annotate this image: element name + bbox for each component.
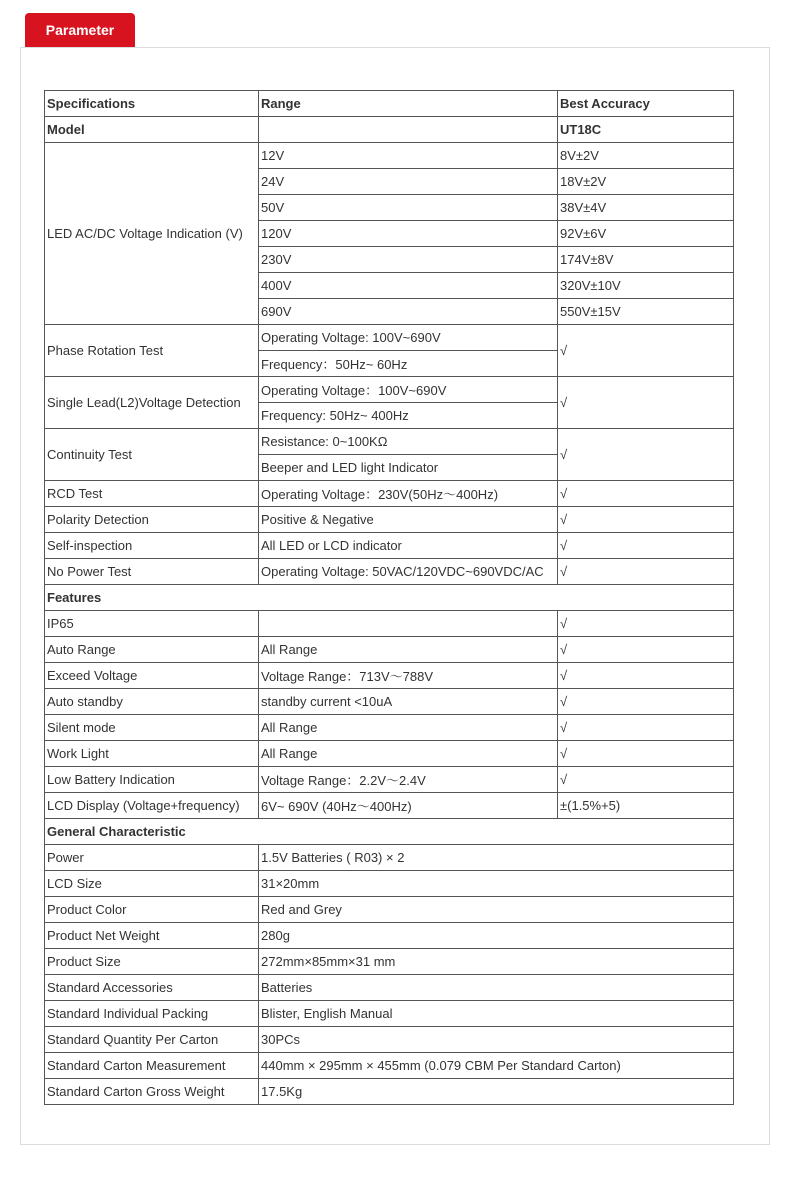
voltage-range: 690V [259, 299, 558, 325]
table-row [45, 507, 734, 533]
accuracy-cell: √ [558, 559, 734, 585]
table-row [45, 559, 734, 585]
value-cell: Red and Grey [259, 897, 734, 923]
spec-cell: No Power Test [45, 559, 259, 585]
model-value: UT18C [558, 117, 734, 143]
range-cell: Operating Voltage：230V(50Hz～400Hz) [259, 481, 558, 507]
specifications-table [44, 90, 734, 1105]
spec-cell: Auto Range [45, 637, 259, 663]
voltage-indication-label: LED AC/DC Voltage Indication (V) [45, 143, 259, 325]
table-row [45, 845, 734, 871]
value-cell: 1.5V Batteries ( R03) × 2 [259, 845, 734, 871]
spec-cell: LCD Size [45, 871, 259, 897]
value-cell: 30PCs [259, 1027, 734, 1053]
spec-cell: Standard Quantity Per Carton [45, 1027, 259, 1053]
spec-cell: Standard Carton Gross Weight [45, 1079, 259, 1105]
voltage-accuracy: 92V±6V [558, 221, 734, 247]
voltage-range: 230V [259, 247, 558, 273]
spec-cell: Work Light [45, 741, 259, 767]
accuracy-cell: √ [558, 481, 734, 507]
spec-cell: Low Battery Indication [45, 767, 259, 793]
table-row [45, 1001, 734, 1027]
table-row [45, 923, 734, 949]
model-row [45, 117, 734, 143]
voltage-accuracy: 550V±15V [558, 299, 734, 325]
voltage-accuracy: 174V±8V [558, 247, 734, 273]
voltage-accuracy: 320V±10V [558, 273, 734, 299]
table-row [45, 793, 734, 819]
continuity-check: √ [558, 429, 734, 481]
range-cell: 6V~ 690V (40Hz～400Hz) [259, 793, 558, 819]
table-row [45, 533, 734, 559]
value-cell: 280g [259, 923, 734, 949]
table-row [45, 377, 734, 403]
general-characteristic-heading: General Characteristic [45, 819, 734, 845]
range-cell: Positive & Negative [259, 507, 558, 533]
spec-cell: Exceed Voltage [45, 663, 259, 689]
voltage-range: 24V [259, 169, 558, 195]
accuracy-cell: √ [558, 689, 734, 715]
table-row [45, 663, 734, 689]
header-specifications: Specifications [45, 91, 259, 117]
tab-parameter[interactable]: Parameter [25, 13, 135, 47]
single-lead-range-1: Operating Voltage：100V~690V [259, 377, 558, 403]
features-section-row [45, 585, 734, 611]
range-cell: All Range [259, 715, 558, 741]
header-row [45, 91, 734, 117]
single-lead-check: √ [558, 377, 734, 429]
table-row [45, 741, 734, 767]
voltage-accuracy: 18V±2V [558, 169, 734, 195]
spec-cell: Self-inspection [45, 533, 259, 559]
table-row [45, 481, 734, 507]
value-cell: 31×20mm [259, 871, 734, 897]
single-lead-label: Single Lead(L2)Voltage Detection [45, 377, 259, 429]
spec-cell: Power [45, 845, 259, 871]
spec-cell: LCD Display (Voltage+frequency) [45, 793, 259, 819]
table-row [45, 715, 734, 741]
table-row [45, 689, 734, 715]
model-range-empty [259, 117, 558, 143]
accuracy-cell: ±(1.5%+5) [558, 793, 734, 819]
value-cell: 272mm×85mm×31 mm [259, 949, 734, 975]
spec-cell: Standard Carton Measurement [45, 1053, 259, 1079]
table-row [45, 975, 734, 1001]
range-cell: All Range [259, 637, 558, 663]
phase-rotation-range-1: Operating Voltage: 100V~690V [259, 325, 558, 351]
table-row [45, 871, 734, 897]
features-heading: Features [45, 585, 734, 611]
accuracy-cell: √ [558, 637, 734, 663]
voltage-range: 120V [259, 221, 558, 247]
range-cell: All Range [259, 741, 558, 767]
spec-cell: IP65 [45, 611, 259, 637]
range-cell: Voltage Range：713V～788V [259, 663, 558, 689]
phase-rotation-label: Phase Rotation Test [45, 325, 259, 377]
voltage-accuracy: 8V±2V [558, 143, 734, 169]
table-row [45, 1079, 734, 1105]
phase-rotation-range-2: Frequency：50Hz~ 60Hz [259, 351, 558, 377]
range-cell: All LED or LCD indicator [259, 533, 558, 559]
model-label: Model [45, 117, 259, 143]
voltage-accuracy: 38V±4V [558, 195, 734, 221]
spec-cell: Standard Individual Packing [45, 1001, 259, 1027]
table-row [45, 325, 734, 351]
accuracy-cell: √ [558, 611, 734, 637]
value-cell: Blister, English Manual [259, 1001, 734, 1027]
table-row [45, 1053, 734, 1079]
voltage-range: 12V [259, 143, 558, 169]
accuracy-cell: √ [558, 533, 734, 559]
range-cell: Voltage Range：2.2V～2.4V [259, 767, 558, 793]
voltage-range: 50V [259, 195, 558, 221]
value-cell: 17.5Kg [259, 1079, 734, 1105]
table-row [45, 897, 734, 923]
value-cell: 440mm × 295mm × 455mm (0.079 CBM Per Standard Carton) [259, 1053, 734, 1079]
table-row [45, 429, 734, 455]
spec-cell: Silent mode [45, 715, 259, 741]
single-lead-range-2: Frequency: 50Hz~ 400Hz [259, 403, 558, 429]
header-best-accuracy: Best Accuracy [558, 91, 734, 117]
accuracy-cell: √ [558, 767, 734, 793]
accuracy-cell: √ [558, 663, 734, 689]
continuity-range-1: Resistance: 0~100KΩ [259, 429, 558, 455]
accuracy-cell: √ [558, 741, 734, 767]
spec-cell: Product Size [45, 949, 259, 975]
spec-cell: Auto standby [45, 689, 259, 715]
range-cell: Operating Voltage: 50VAC/120VDC~690VDC/AC [259, 559, 558, 585]
table-row [45, 143, 734, 169]
voltage-range: 400V [259, 273, 558, 299]
table-row [45, 611, 734, 637]
accuracy-cell: √ [558, 507, 734, 533]
spec-cell: Product Color [45, 897, 259, 923]
continuity-label: Continuity Test [45, 429, 259, 481]
continuity-range-2: Beeper and LED light Indicator [259, 455, 558, 481]
table-row [45, 637, 734, 663]
accuracy-cell: √ [558, 715, 734, 741]
general-section-row [45, 819, 734, 845]
phase-rotation-check: √ [558, 325, 734, 377]
range-cell: standby current <10uA [259, 689, 558, 715]
range-cell [259, 611, 558, 637]
spec-cell: Standard Accessories [45, 975, 259, 1001]
header-range: Range [259, 91, 558, 117]
spec-cell: Product Net Weight [45, 923, 259, 949]
table-row [45, 949, 734, 975]
value-cell: Batteries [259, 975, 734, 1001]
spec-cell: Polarity Detection [45, 507, 259, 533]
spec-cell: RCD Test [45, 481, 259, 507]
table-row [45, 1027, 734, 1053]
table-row [45, 767, 734, 793]
